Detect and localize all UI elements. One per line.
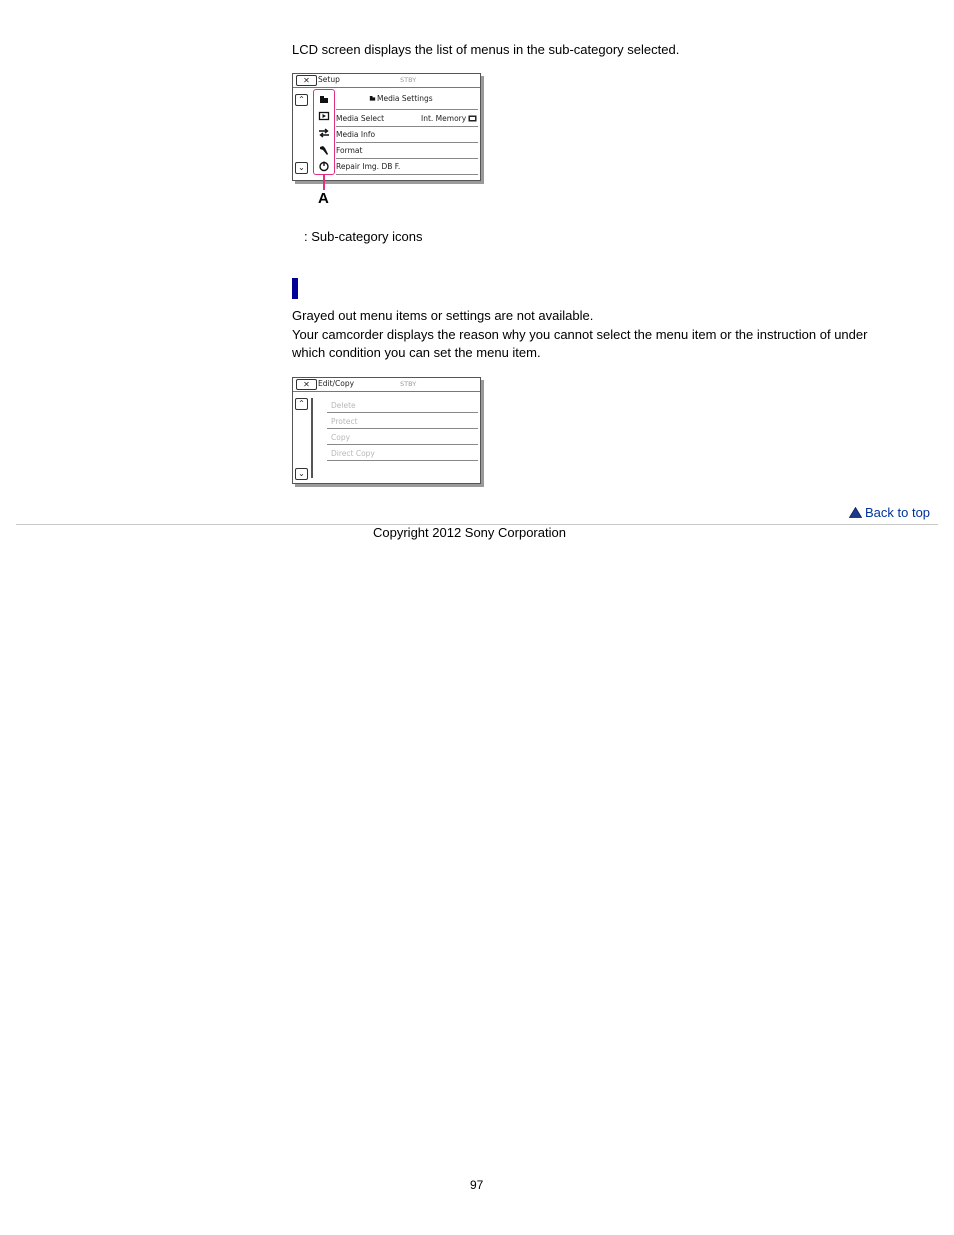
menu-item-value: Int. Memory <box>421 114 467 123</box>
menu-item-label: Media Select <box>336 114 385 123</box>
lcd-header <box>293 74 480 88</box>
page-number: 97 <box>470 1178 484 1192</box>
back-to-top-label: Back to top <box>865 505 931 520</box>
section-title-label: Media Settings <box>377 94 433 103</box>
close-icon[interactable]: ✕ <box>296 75 317 86</box>
close-icon[interactable]: ✕ <box>296 379 317 390</box>
lcd-editcopy-screen <box>292 377 481 484</box>
scrollbar[interactable] <box>311 398 313 478</box>
menu-item-label: Copy <box>331 433 351 442</box>
menu-item-copy <box>327 430 478 445</box>
lcd-header <box>293 378 480 392</box>
triangle-up-icon <box>849 507 862 518</box>
scroll-up-icon[interactable]: ⌃ <box>295 94 308 106</box>
callout-label: A <box>318 190 329 207</box>
media-settings-icon <box>368 94 377 102</box>
scroll-up-icon[interactable]: ⌃ <box>295 398 308 410</box>
intro-text: LCD screen displays the list of menus in the sub-category selected. <box>292 42 680 57</box>
menu-item-label: Delete <box>331 401 356 410</box>
copyright: Copyright 2012 Sony Corporation <box>373 525 566 540</box>
menu-item-media-select[interactable] <box>336 111 478 127</box>
callout-line <box>323 175 325 190</box>
lcd-status: STBY <box>400 76 417 84</box>
scroll-down-icon[interactable]: ⌄ <box>295 162 308 174</box>
section-title <box>368 93 433 105</box>
lcd-status: STBY <box>400 380 417 388</box>
legend-text: : Sub-category icons <box>304 229 423 244</box>
note-text-3: which condition you can set the menu item. <box>292 345 541 360</box>
scroll-down-icon[interactable]: ⌄ <box>295 468 308 480</box>
menu-item-label: Repair Img. DB F. <box>336 162 401 171</box>
menu-item-protect <box>327 414 478 429</box>
menu-item-label: Direct Copy <box>331 449 375 458</box>
menu-item-media-info[interactable] <box>336 127 478 143</box>
back-to-top-link[interactable] <box>849 504 930 522</box>
note-text-2: Your camcorder displays the reason why you cannot select the menu item or the instruction of under <box>292 327 868 342</box>
lcd-header-title: Setup <box>318 75 340 84</box>
menu-item-format[interactable] <box>336 143 478 159</box>
menu-item-direct-copy <box>327 446 478 461</box>
menu-item-label: Format <box>336 146 363 155</box>
memory-icon <box>468 115 477 122</box>
divider <box>336 109 478 110</box>
callout-highlight <box>313 89 335 175</box>
note-text-1: Grayed out menu items or settings are not available. <box>292 308 594 323</box>
menu-item-delete <box>327 398 478 413</box>
lcd-header-title: Edit/Copy <box>318 379 355 388</box>
menu-item-label: Media Info <box>336 130 376 139</box>
menu-item-repair[interactable] <box>336 159 478 175</box>
menu-item-label: Protect <box>331 417 358 426</box>
section-heading-bar <box>292 278 298 299</box>
